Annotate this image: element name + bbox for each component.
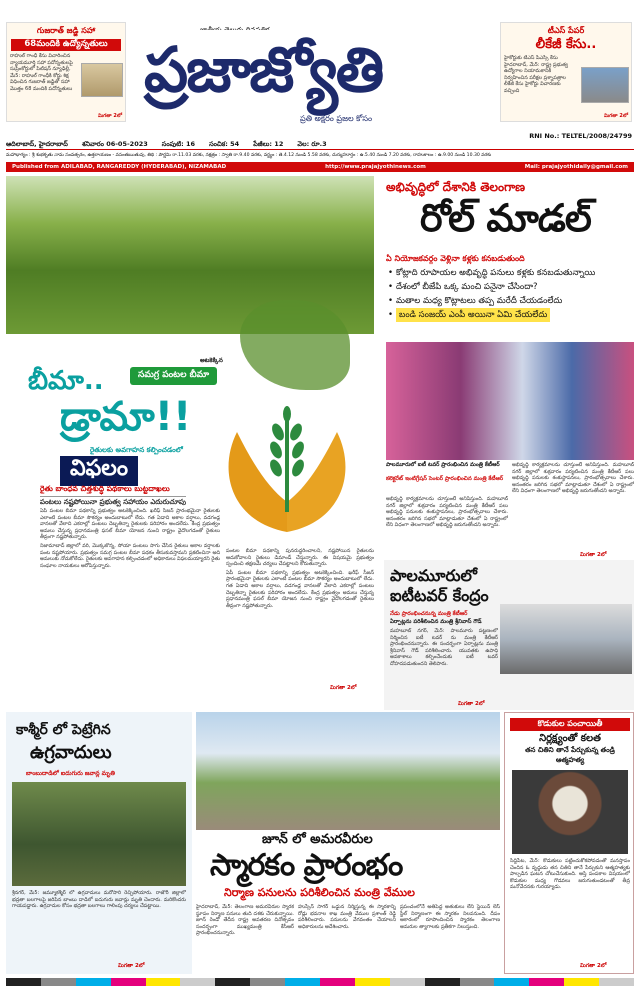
bullet-4-text: బండి సంజయ్ ఎంపీ అయినా ఏమి చేయలేదు bbox=[396, 308, 550, 322]
old-man-photo bbox=[512, 770, 628, 854]
lead-right-body-1: అభివృద్ధి కార్యక్రమాలను చూస్తుంటే అనిపిస్తుంది. మహబూబ్ నగర్ జిల్లాలో శుక్రవారం పర్యటించిన మంత్రి కేటీఆర్ పలు అభివృద్ధి పనులకు శంకుస్థాపనలు, ప్రారంభోత్సవాలు చేశారు. అనంతరం జరిగిన సభలో మాట్లాడుతూ దేశంలో ఏ రాష్ట్రంలో లేని విధంగా తెలంగాణలో అభివృద్ధి జరుగుతోందని అన్నారు. bbox=[386, 496, 508, 529]
crop-insurance-emblem bbox=[212, 392, 362, 542]
teaser-right-more[interactable]: మిగతా 2లో bbox=[603, 112, 628, 119]
lead-left-body-col1 bbox=[40, 508, 220, 684]
teaser-right-body: హైకోర్టుకు టీఎస్ పీఎస్సీ కేసు హైదరాబాద్, మే5: రాష్ట్ర ప్రభుత్వ ఉద్యోగాల నియామకానికి నిర్వహించిన పరీక్షల ప్రశ్నాపత్రాల లీకేజీ కేసు హైకోర్టు విచారణకు వచ్చింది bbox=[504, 55, 569, 94]
kodukulu-body-col bbox=[510, 858, 630, 958]
rni-number: RNI No.: TELTEL/2008/24799 bbox=[529, 132, 632, 140]
lead-right-body-a bbox=[386, 496, 508, 550]
memorial-body-col1 bbox=[196, 904, 294, 974]
teaser-right[interactable] bbox=[500, 22, 632, 122]
website-link[interactable]: http://www.prajajyothinews.com bbox=[325, 164, 426, 170]
lead-right-more[interactable]: మిగతా 2లో bbox=[580, 552, 607, 558]
palamuru-sub-2: ఏర్పాట్లను పరిశీలించిన మంత్రి శ్రీనివాస్ గౌడ్ bbox=[390, 619, 482, 625]
teaser-left-more[interactable]: మిగతా 2లో bbox=[97, 112, 122, 119]
bullet-2: • దేశంలో బీజేపి ఒక్క మంచి పనైనా చేసిందా? bbox=[386, 280, 634, 294]
palamuru-body: మహబూబ్ నగర్, మే5: పాలమూరు పట్టణంలో నిర్మించిన ఐటీ టవర్ ను మంత్రి కేటీఆర్ ప్రారంభించనున్నారు. ఈ సందర్భంగా ఏర్పాట్లను మంత్రి శ్రీనివాస్ గౌడ్ పరిశీలించారు. యువతకు ఉపాధి అవకాశాలు కల్పించేందుకు ఐటీ టవర్ దోహదపడుతుందని తెలిపారు. bbox=[390, 628, 498, 667]
kashmir-more[interactable]: మిగతా 2లో bbox=[118, 963, 145, 969]
memorial-sub: నిర్మాణ పనులను పరిశీలించిన మంత్రి వేముల bbox=[224, 886, 415, 899]
dateline-volume: సంపుటి: 16 bbox=[161, 140, 196, 148]
kodukulu-sub: తన చితిని తానే పేర్చుకున్న తండ్రి ఆత్మహత్య bbox=[525, 746, 615, 764]
kicker-development: అభివృద్ధిలో దేశానికి తెలంగాణ bbox=[386, 180, 526, 194]
sub-small: రైతులకు అవగాహన కల్పించడంలో bbox=[90, 446, 183, 454]
tspsc-building-photo bbox=[581, 67, 629, 103]
lead-left-body-col2 bbox=[226, 548, 374, 684]
dateline-price: వెల: రూ.3 bbox=[297, 140, 327, 148]
lead-right-body-b bbox=[512, 462, 634, 550]
memorial-body-3: ప్రపంచంలోనే అతిపెద్ద అతుకులు లేని స్టెయిన్ లెస్ స్టీల్ నిర్మాణంగా ఈ స్మారకం నిలవనుంది. దీపం ఆకారంలో రూపొందించిన స్మారకం తెలంగాణ అమరుల త్యాగాలకు ప్రతీకగా నిలుస్తుంది. bbox=[400, 904, 500, 930]
memorial-body-col2 bbox=[298, 904, 396, 974]
published-from: Published from ADILABAD, RANGAREDDY (HYDERABAD), NIZAMABAD bbox=[12, 164, 227, 170]
palamuru-headline-2: ఐటీటవర్ కేంద్రం bbox=[390, 586, 489, 605]
bullet-1: • కోట్లాది రూపాయల అభివృద్ధి పనులు కళ్లకు కనబడుతున్నాయి bbox=[386, 266, 634, 280]
memorial-kicker: జూన్ లో అమరవీరుల bbox=[262, 832, 373, 847]
lead-right-body-2: అభివృద్ధి కార్యక్రమాలను చూస్తుంటే అనిపిస్తుంది. మహబూబ్ నగర్ జిల్లాలో శుక్రవారం పర్యటించిన మంత్రి కేటీఆర్ పలు అభివృద్ధి పనులకు శంకుస్థాపనలు, ప్రారంభోత్సవాలు చేశారు. అనంతరం జరిగిన సభలో మాట్లాడుతూ దేశంలో ఏ రాష్ట్రంలో లేని విధంగా తెలంగాణలో అభివృద్ధి జరుగుతోందని అన్నారు. bbox=[512, 462, 634, 495]
palamuru-sub-1: నేడు ప్రారంభించనున్న మంత్రి కేటీఆర్ bbox=[390, 611, 468, 617]
ktr-photo bbox=[386, 342, 634, 460]
headline-role-model: రోల్ మాడల్ bbox=[420, 196, 591, 240]
dateline-pages: పేజీలు: 12 bbox=[253, 140, 284, 148]
memorial-body-1: హైదరాబాద్, మే5: తెలంగాణ అమరవీరుల స్మారక స్థూపం నిర్మాణ పనులు తుది దశకు చేరుకున్నాయి. జూన్ రెండో తేదీన రాష్ట్ర అవతరణ దినోత్సవం సందర్భంగా ముఖ్యమంత్రి కేసీఆర్ ప్రారంభించనున్నారు. bbox=[196, 904, 294, 937]
masthead bbox=[0, 0, 640, 148]
teaser-right-title1: టీఎస్ పేపర్ bbox=[547, 26, 585, 35]
kodukulu-headline-1: కొడుకుల పంచాయితీ bbox=[510, 718, 630, 731]
teaser-left-title1: గుజరాత్ జడ్జి సహా bbox=[36, 26, 96, 35]
logo-text: ప్రజాజ్యోతి bbox=[144, 33, 383, 106]
crop-emblem-icon bbox=[212, 392, 362, 542]
photo-caption-1: పాలమూరులో ఐటీ టవర్ ప్రారంభించిన మంత్రి కేటీఆర్ bbox=[386, 462, 500, 468]
logo bbox=[140, 30, 502, 110]
memorial-headline: స్మారకం ప్రారంభం bbox=[210, 848, 403, 883]
print-registration-bar bbox=[6, 978, 634, 986]
teaser-left[interactable] bbox=[6, 22, 126, 122]
headline-bima: బీమా.. bbox=[28, 366, 104, 396]
kodukulu-body: సిద్దిపేట, మే5: కొడుకులు పట్టించుకోకపోవడంతో మనస్తాపం చెందిన ఓ వృద్ధుడు తన చితిని తానే పేర్చుకుని ఆత్మహత్యకు పాల్పడిన ఘటన చోటుచేసుకుంది. ఆస్తి పంపకాల విషయంలో కొడుకుల మధ్య గొడవలు జరుగుతుండటంతో తీవ్ర మనోవేదనకు గురయ్యాడు. bbox=[510, 858, 630, 891]
photo-caption-2: కలెక్టరేట్ ఇంటిగ్రేషన్ సెంటర్ ప్రారంభించిన మంత్రి కేటీఆర్ bbox=[386, 476, 504, 482]
subhead-development: ఏ నియోజకవర్గం వెళ్లినా కళ్లకు కనబడుతుంది bbox=[386, 254, 525, 263]
kashmir-headline-2: ఉగ్రవాదులు bbox=[30, 742, 112, 763]
lead-left-body-2: నిజామాబాద్ జిల్లాలో వరి, మొక్కజొన్న, సోయా పంటలు సాగు చేసిన రైతులు అకాల వర్షాలకు పంట నష్టపోయారు. ప్రభుత్వం సమగ్ర పంటల బీమా పథకం తీసుకువస్తామని ప్రకటించినా అది అమలుకు నోచుకోలేదు. రైతులకు అవగాహన కల్పించడంలో అధికారులు విఫలమయ్యారని రైతు సంఘాల నాయకులు ఆరోపిస్తున్నారు. bbox=[40, 542, 220, 569]
publisher-strip bbox=[6, 162, 634, 172]
lead-left-more[interactable]: మిగతా 2లో bbox=[330, 685, 357, 691]
teaser-right-title2: లీకేజీ కేసు.. bbox=[535, 37, 597, 52]
telangana-map-graphic bbox=[240, 300, 350, 390]
kashmir-body: శ్రీనగర్, మే5: జమ్మూకశ్మీర్ లో ఉగ్రవాదులు మరోసారి రెచ్చిపోయారు. రాజౌరీ జిల్లాలో భద్రతా బలగాలపై జరిపిన బాంబు దాడిలో ఐదుగురు జవాన్లు మృతి చెందారు. మరికొందరు గాయపడ్డారు. ఉగ్రవాదుల కోసం భద్రతా బలగాలు గాలింపు చర్యలు చేపట్టాయి. bbox=[12, 890, 186, 910]
dateline-city: ఆదిలాబాద్, హైదరాబాద్ bbox=[6, 140, 68, 148]
kodukulu-more[interactable]: మిగతా 2లో bbox=[580, 963, 607, 969]
memorial-photo bbox=[196, 712, 500, 830]
deck-2: పంటలు నష్టపోయినా ప్రభుత్వ సహాయం ఎదురుచూపు bbox=[40, 498, 187, 506]
bullets bbox=[386, 266, 634, 322]
palamuru-more[interactable]: మిగతా 2లో bbox=[458, 701, 485, 707]
sub-vifalam: విఫలం bbox=[60, 456, 138, 486]
bullet-3: • మతాల మధ్య కొట్లాటలు తప్ప మరేదీ చేయడంలేదు bbox=[386, 294, 634, 308]
kashmir-body-col bbox=[12, 890, 186, 962]
memorial-body-2: హుస్సేన్ సాగర్ ఒడ్డున నిర్మిస్తున్న ఈ స్మారకాన్ని రోడ్లు భవనాల శాఖ మంత్రి వేముల ప్రశాంత్ రెడ్డి పరిశీలించారు. పనులను వేగవంతం చేయాలని అధికారులను ఆదేశించారు. bbox=[298, 904, 396, 930]
lead-left-body-1: ఏపీ పంటల బీమా పథకాన్ని ప్రభుత్వం అటకెక్కించింది. ఖరీఫ్ సీజన్ ప్రారంభమైనా రైతులకు ఎలాంటి పంటల బీమా సౌకర్యం అందుబాటులో లేదు. గత ఏడాది అకాల వర్షాలు, వడగండ్ల వానలతో వేలాది ఎకరాల్లో పంటలు దెబ్బతిన్నా రైతులకు పరిహారం అందలేదు. కేంద్ర ప్రభుత్వం అమలు చేస్తున్న ప్రధానమంత్రి ఫసల్ బీమా యోజన నుంచి రాష్ట్రం వైదొలగడంతో రైతులు తీవ్రంగా నష్టపోతున్నారు. bbox=[40, 508, 220, 541]
palamuru-headline-1: పాలమూరులో bbox=[390, 566, 477, 585]
kashmir-sub: బాంబుదాడిలో ఐదుగురు జవాన్ల మృతి bbox=[26, 770, 115, 777]
kodukulu-headline-2: నిర్లక్ష్యంతో కలత bbox=[539, 733, 601, 744]
teaser-left-body: రాహుల్ గాంధీ కేసు విచారించిన న్యాయమూర్తి సహా పదోన్నతులపై సుప్రీంకోర్టులో పిటిషన్ న్యూఢిల్లీ, మే5: రాహుల్ గాంధీకి కోర్టు శిక్ష విధించిన గుజరాత్ జడ్జితో సహా మొత్తం 68 మందికి పదోన్నతులు bbox=[10, 53, 73, 92]
mail-link[interactable]: Mail: prajajyothidaily@gmail.com bbox=[524, 164, 628, 170]
divider bbox=[6, 149, 634, 150]
lead-left-body-3: పంటల బీమా పథకాన్ని పునరుద్ధరించాలని, నష్టపోయిన రైతులను ఆదుకోవాలని రైతులు డిమాండ్ చేస్తున్నారు. ఈ విషయమై ప్రభుత్వం స్పందించి తక్షణమే చర్యలు చేపట్టాలని కోరుతున్నారు. bbox=[226, 548, 374, 568]
palamuru-body-col bbox=[390, 628, 498, 698]
badge-top: అటకెక్కిన bbox=[200, 357, 223, 364]
supreme-court-photo bbox=[81, 63, 123, 97]
slogan: ప్రతి అక్షరం ప్రజల కోసం bbox=[300, 114, 373, 123]
it-tower-photo bbox=[500, 604, 632, 674]
dateline-date: శనివారం 06-05-2023 bbox=[81, 140, 148, 148]
soldiers-photo bbox=[12, 782, 186, 886]
deck-1: రైతు బాంధవ చిత్తశుద్ధి పథకాలు బుట్టదాఖలు bbox=[40, 484, 170, 493]
panchangam-strip: మహాభాగ్యం : శ్రీ శుభకృతు నామ సంవత్సరం, ఉత్తరాయణం - వసంతఋతువు, తిథి : పౌర్ణమి రా.11.03 వరకు, నక్షత్రం : స్వాతి రా.9.40 వరకు, వర్జ్యం : తె.4.12 నుండి 5.58 వరకు, దుర్ముహూర్తం : ఉ.5.40 నుండి 7.20 వరకు, రాహుకాలం : ఉ.9.00 నుండి 10.30 వరకు bbox=[6, 153, 492, 158]
lead-left-body-4: ఏపీ పంటల బీమా పథకాన్ని ప్రభుత్వం అటకెక్కించింది. ఖరీఫ్ సీజన్ ప్రారంభమైనా రైతులకు ఎలాంటి పంటల బీమా సౌకర్యం అందుబాటులో లేదు. గత ఏడాది అకాల వర్షాలు, వడగండ్ల వానలతో వేలాది ఎకరాల్లో పంటలు దెబ్బతిన్నా రైతులకు పరిహారం అందలేదు. కేంద్ర ప్రభుత్వం అమలు చేస్తున్న ప్రధానమంత్రి ఫసల్ బీమా యోజన నుంచి రాష్ట్రం వైదొలగడంతో రైతులు తీవ్రంగా నష్టపోతున్నారు. bbox=[226, 569, 374, 609]
badge-samagra: సమగ్ర పంటల బీమా bbox=[130, 367, 217, 385]
dateline-issue: సంచిక: 54 bbox=[209, 140, 240, 148]
kashmir-headline-1: కాశ్మీర్ లో పెట్రేగిన bbox=[16, 722, 111, 738]
headline-drama: డ్రామా!! bbox=[60, 394, 192, 440]
teaser-left-title2: 68మందికి ఉద్యోన్నతులు bbox=[11, 39, 121, 51]
bullet-4 bbox=[386, 308, 634, 322]
memorial-body-col3 bbox=[400, 904, 500, 974]
